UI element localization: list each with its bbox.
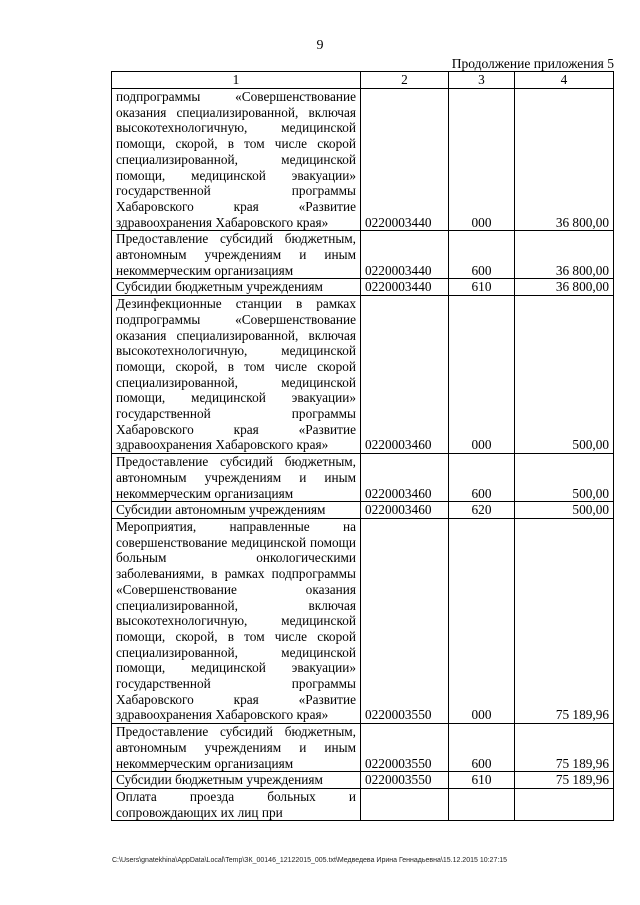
row-amount: 36 800,00 xyxy=(515,279,614,296)
table-row xyxy=(112,231,614,279)
row-code: 0220003440 xyxy=(361,89,449,231)
row-name: Оплата проезда больных и сопровождающих их лиц при xyxy=(112,788,361,820)
row-code: 0220003460 xyxy=(361,454,449,502)
page-number: 9 xyxy=(316,38,324,53)
row-vr: 600 xyxy=(449,724,515,772)
row-amount xyxy=(515,788,614,820)
footer-file-path: C:\Users\gnatekhina\AppData\Local\Temp\ЗК_00146_12122015_005.txt\Медведева Ирина Геннадьевна\15.12.2015 10:27:15 xyxy=(112,857,508,864)
row-code: 0220003460 xyxy=(361,502,449,519)
table-row xyxy=(112,788,614,820)
row-vr: 000 xyxy=(449,518,515,723)
header-col-1: 1 xyxy=(112,72,361,89)
row-vr: 600 xyxy=(449,231,515,279)
row-amount: 36 800,00 xyxy=(515,231,614,279)
row-code: 0220003440 xyxy=(361,279,449,296)
table-row xyxy=(112,502,614,519)
row-vr: 000 xyxy=(449,296,515,454)
row-vr: 610 xyxy=(449,772,515,789)
row-vr: 000 xyxy=(449,89,515,231)
row-name: Мероприятия, направленные на совершенствование медицинской помощи больным онкологическими заболеваниями, в рамках подпрограммы «Совершенствование оказания специализированной, включая высокотехнологичную, медицинской помощи, скорой, в том числе скорой специализированной, медицинской помощи, медицинской эвакуации» государственной программы Хабаровского края «Развитие здравоохранения Хабаровского края» xyxy=(112,518,361,723)
table-row xyxy=(112,89,614,231)
row-code: 0220003550 xyxy=(361,772,449,789)
row-name: Предоставление субсидий бюджетным, автономным учреждениям и иным некоммерческим организациям xyxy=(112,454,361,502)
row-name: Субсидии бюджетным учреждениям xyxy=(112,279,361,296)
row-vr: 620 xyxy=(449,502,515,519)
row-amount: 75 189,96 xyxy=(515,518,614,723)
row-name: Субсидии автономным учреждениям xyxy=(112,502,361,519)
table-row xyxy=(112,724,614,772)
budget-table xyxy=(111,71,614,821)
row-name: Предоставление субсидий бюджетным, автономным учреждениям и иным некоммерческим организациям xyxy=(112,724,361,772)
row-vr: 600 xyxy=(449,454,515,502)
row-name: Предоставление субсидий бюджетным, автономным учреждениям и иным некоммерческим организациям xyxy=(112,231,361,279)
row-name: Дезинфекционные станции в рамках подпрограммы «Совершенствование оказания специализированной, включая высокотехнологичную, медицинской помощи, скорой, в том числе скорой специализированной, медицинской помощи, медицинской эвакуации» государственной программы Хабаровского края «Развитие здравоохранения Хабаровского края» xyxy=(112,296,361,454)
row-amount: 75 189,96 xyxy=(515,724,614,772)
row-code: 0220003550 xyxy=(361,518,449,723)
row-code xyxy=(361,788,449,820)
table-row xyxy=(112,454,614,502)
row-amount: 500,00 xyxy=(515,454,614,502)
row-code: 0220003550 xyxy=(361,724,449,772)
row-vr xyxy=(449,788,515,820)
row-code: 0220003440 xyxy=(361,231,449,279)
row-amount: 36 800,00 xyxy=(515,89,614,231)
header-col-3: 3 xyxy=(449,72,515,89)
table-row xyxy=(112,518,614,723)
continuation-caption: Продолжение приложения 5 xyxy=(451,56,614,71)
table-row xyxy=(112,279,614,296)
row-amount: 500,00 xyxy=(515,502,614,519)
header-col-4: 4 xyxy=(515,72,614,89)
row-vr: 610 xyxy=(449,279,515,296)
table-row xyxy=(112,772,614,789)
header-row xyxy=(112,72,614,89)
table-row xyxy=(112,296,614,454)
row-amount: 500,00 xyxy=(515,296,614,454)
row-name: подпрограммы «Совершенствование оказания специализированной, включая высокотехнологичную, медицинской помощи, скорой, в том числе скорой специализированной, медицинской помощи, медицинской эвакуации» государственной программы Хабаровского края «Развитие здравоохранения Хабаровского края» xyxy=(112,89,361,231)
row-name: Субсидии бюджетным учреждениям xyxy=(112,772,361,789)
header-col-2: 2 xyxy=(361,72,449,89)
row-code: 0220003460 xyxy=(361,296,449,454)
row-amount: 75 189,96 xyxy=(515,772,614,789)
